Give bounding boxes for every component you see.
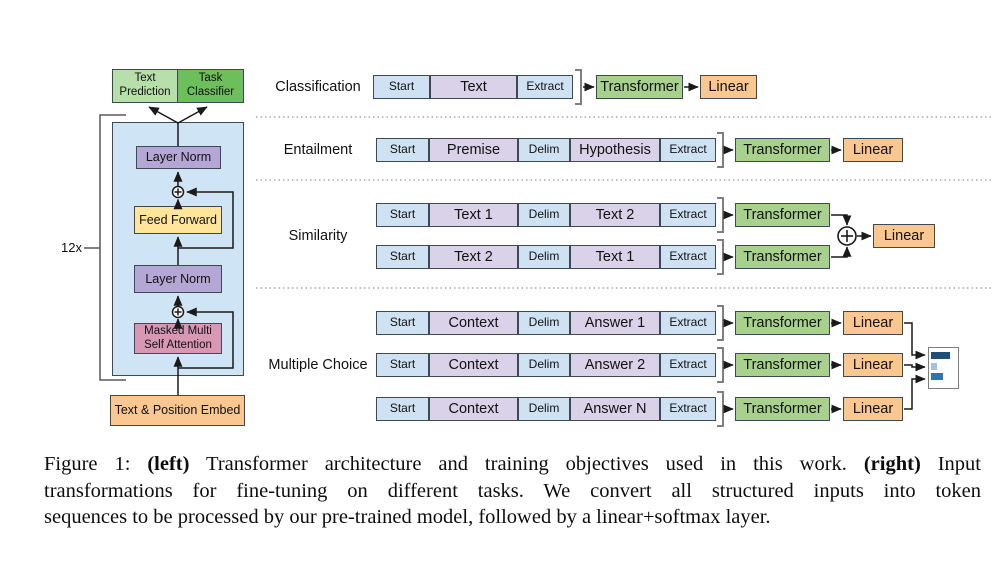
- token-box: Text 1: [570, 245, 660, 269]
- caption-bold-left: (left): [147, 453, 190, 475]
- task-label-entailment: Entailment: [283, 142, 353, 158]
- plus-circle-icon: [838, 227, 856, 245]
- token-box: Delim: [518, 311, 570, 335]
- transformer-box: Transformer: [596, 75, 683, 99]
- token-box: Delim: [518, 138, 570, 162]
- token-box: Start: [373, 75, 430, 99]
- transformer-box: Transformer: [735, 138, 830, 162]
- softmax-bar-small: [931, 363, 937, 370]
- masked-attention-box: [134, 323, 222, 354]
- caption-line-3: sequences to be processed by our pre-trained model, followed by a linear+softmax layer.: [44, 506, 771, 528]
- token-box: Answer N: [570, 397, 660, 421]
- linear-box: Linear: [843, 397, 903, 421]
- token-box: Delim: [518, 203, 570, 227]
- token-box: Context: [429, 397, 518, 421]
- token-box: Context: [429, 353, 518, 377]
- token-box: Extract: [660, 245, 716, 269]
- softmax-bar-medium: [931, 373, 943, 380]
- transformer-box: Transformer: [735, 311, 830, 335]
- caption-line-1: [44, 451, 981, 478]
- token-box: Answer 1: [570, 311, 660, 335]
- transformer-box: Transformer: [735, 353, 830, 377]
- token-box: Start: [376, 311, 429, 335]
- token-box: Extract: [660, 138, 716, 162]
- linear-box: Linear: [700, 75, 757, 99]
- token-box: Text 2: [429, 245, 518, 269]
- embed-box: [110, 395, 245, 426]
- repeat-count-label: 12x: [61, 240, 82, 255]
- transformer-box: Transformer: [735, 397, 830, 421]
- transformer-box: Transformer: [735, 245, 830, 269]
- layer-norm-bottom-label: Layer Norm: [145, 271, 211, 286]
- caption-bold-right: (right): [863, 453, 921, 475]
- token-box: Text: [430, 75, 517, 99]
- token-box: Delim: [518, 397, 570, 421]
- linear-box: Linear: [843, 311, 903, 335]
- token-box: Answer 2: [570, 353, 660, 377]
- token-box: Delim: [518, 353, 570, 377]
- token-box: Start: [376, 203, 429, 227]
- task-label-multiple-choice: Multiple Choice: [268, 357, 368, 373]
- token-box: Hypothesis: [570, 138, 660, 162]
- masked-attention-label-line1: Masked Multi: [144, 324, 212, 337]
- layer-norm-bottom-box: [134, 265, 222, 293]
- softmax-bar-large: [931, 352, 950, 359]
- token-box: Extract: [660, 311, 716, 335]
- token-box: Start: [376, 397, 429, 421]
- masked-attention-label-line2: Self Attention: [144, 338, 212, 351]
- token-box: Start: [376, 138, 429, 162]
- token-box: Text 1: [429, 203, 518, 227]
- text-prediction-box: [112, 69, 178, 103]
- feed-forward-box: [134, 206, 222, 234]
- linear-box: Linear: [843, 353, 903, 377]
- token-box: Text 2: [570, 203, 660, 227]
- linear-box: Linear: [873, 224, 935, 248]
- token-box: Start: [376, 245, 429, 269]
- token-box: Extract: [660, 203, 716, 227]
- task-classifier-label: Task Classifier: [186, 72, 235, 98]
- task-label-classification: Classification: [275, 79, 361, 95]
- softmax-distribution-icon: [928, 347, 959, 389]
- feed-forward-label: Feed Forward: [139, 212, 217, 227]
- task-label-similarity: Similarity: [288, 228, 348, 244]
- token-box: Context: [429, 311, 518, 335]
- linear-box: Linear: [843, 138, 903, 162]
- layer-norm-top-box: [136, 146, 221, 169]
- token-box: Extract: [517, 75, 573, 99]
- caption-text: Transformer architecture and training objectives used in this work.: [189, 453, 864, 475]
- token-box: Start: [376, 353, 429, 377]
- token-box: Extract: [660, 353, 716, 377]
- layer-norm-top-label: Layer Norm: [145, 150, 212, 165]
- caption-text: Input: [920, 453, 981, 475]
- transformer-box: Transformer: [735, 203, 830, 227]
- token-box: Extract: [660, 397, 716, 421]
- token-box: Premise: [429, 138, 518, 162]
- caption-line-2: transformations for fine-tuning on different tasks. We convert all structured inputs into token: [44, 479, 981, 502]
- figure-caption: [44, 451, 981, 531]
- token-box: Delim: [518, 245, 570, 269]
- caption-text: Figure 1:: [44, 453, 148, 475]
- embed-label: Text & Position Embed: [114, 403, 241, 418]
- text-prediction-label: Text Prediction: [119, 72, 171, 98]
- task-classifier-box: [177, 69, 244, 103]
